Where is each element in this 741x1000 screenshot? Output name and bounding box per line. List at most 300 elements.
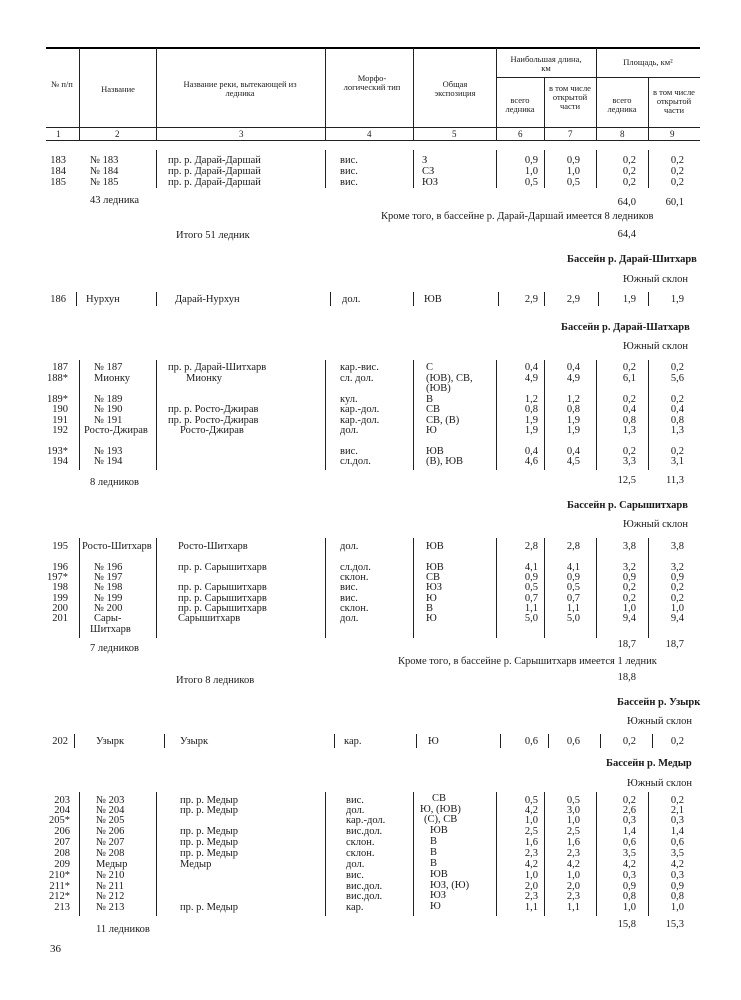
group-count: 43 ледника	[90, 195, 140, 206]
river-name: пр. р. Медыр	[180, 805, 238, 816]
exposure: С	[426, 362, 434, 373]
river-name: Росто-Джирав	[180, 425, 244, 436]
header-length: Наибольшая длина, км	[510, 54, 582, 73]
basin-title: Бассейн р. Узырк	[617, 697, 701, 708]
row-number: 185	[50, 177, 66, 188]
length-open: 2,3	[566, 891, 580, 902]
length-open: 1,0	[566, 166, 580, 177]
glacier-name: № 197	[94, 572, 123, 583]
length-open: 2,5	[566, 826, 580, 837]
sum-area-total: 15,8	[617, 919, 636, 930]
length-total: 0,7	[524, 593, 538, 604]
row-number: 183	[50, 155, 66, 166]
glacier-name: № 191	[94, 415, 123, 426]
glacier-name: № 204	[96, 805, 125, 816]
glacier-name: Сары-	[94, 613, 122, 624]
exposure: ЮЗ	[430, 890, 447, 901]
row-number: 207	[54, 837, 70, 848]
length-open: 0,9	[566, 155, 580, 166]
exposure: СВ	[426, 404, 441, 415]
row-number: 200	[52, 603, 68, 614]
area-total: 3,5	[622, 848, 636, 859]
exposure: ЮВ	[426, 562, 444, 573]
length-open: 0,5	[566, 177, 580, 188]
header-exposure: Общая экспозиция	[434, 79, 476, 98]
length-open: 0,9	[566, 572, 580, 583]
area-total: 9,4	[622, 613, 636, 624]
area-open: 3,2	[670, 562, 684, 573]
total-label: Итого 8 ледников	[176, 675, 255, 686]
river-name: Мионку	[186, 373, 223, 384]
area-open: 0,2	[670, 155, 684, 166]
river-name: Медыр	[180, 859, 212, 870]
length-open: 3,0	[566, 805, 580, 816]
area-total: 0,9	[622, 572, 636, 583]
area-total: 1,9	[622, 294, 636, 305]
row-number: 189*	[47, 394, 68, 405]
slope-label: Южный склон	[623, 274, 688, 285]
length-total: 2,3	[524, 891, 538, 902]
exposure: ЮВ	[426, 541, 444, 552]
length-total: 2,0	[524, 881, 538, 892]
glacier-name: № 184	[90, 166, 119, 177]
area-open: 3,8	[670, 541, 684, 552]
glacier-name: Узырк	[96, 736, 125, 747]
morph-type: вис.дол.	[346, 881, 383, 892]
area-total: 0,2	[622, 593, 636, 604]
col-number: 8	[620, 129, 625, 139]
row-number: 184	[50, 166, 66, 177]
morph-type: склон.	[346, 837, 375, 848]
row-number: 187	[52, 362, 68, 373]
basin-title: Бассейн р. Медыр	[606, 758, 692, 769]
morph-type: дол.	[340, 541, 359, 552]
area-total: 0,2	[622, 177, 636, 188]
header-length-total: всего ледника	[505, 95, 535, 114]
area-total: 1,4	[622, 826, 636, 837]
area-open: 0,2	[670, 795, 684, 806]
header-morph: Морфо- логический тип	[343, 73, 401, 92]
glacier-name: № 213	[96, 902, 125, 913]
header-num: № п/п	[51, 79, 73, 89]
row-number: 188*	[47, 373, 68, 384]
morph-type: вис.	[340, 446, 358, 457]
length-total: 4,9	[524, 373, 538, 384]
morph-type: кар.	[344, 736, 362, 747]
exposure: В	[426, 603, 434, 614]
sum-area-open: 18,7	[665, 639, 684, 650]
length-total: 4,6	[524, 456, 538, 467]
morph-type: склон.	[340, 603, 369, 614]
glacier-name: Медыр	[96, 859, 128, 870]
length-total: 2,5	[524, 826, 538, 837]
morph-type: сл.дол.	[340, 562, 371, 573]
glacier-name: № 203	[96, 795, 125, 806]
length-open: 1,0	[566, 870, 580, 881]
length-open: 0,6	[566, 736, 580, 747]
row-number: 191	[52, 415, 68, 426]
morph-type: сл. дол.	[340, 373, 374, 384]
morph-type: вис.	[340, 582, 358, 593]
col-number: 7	[568, 129, 573, 139]
area-open: 0,2	[670, 394, 684, 405]
length-total: 1,6	[524, 837, 538, 848]
river-name: пр. р. Росто-Джирав	[168, 415, 259, 426]
row-number: 199	[52, 593, 68, 604]
exposure: СВ	[432, 793, 447, 804]
morph-type: кар.-вис.	[340, 362, 379, 373]
glacier-name: № 208	[96, 848, 125, 859]
area-open: 0,2	[670, 593, 684, 604]
header-area-open: в том числе открытой части	[653, 87, 695, 115]
morph-type: вис.	[340, 155, 358, 166]
exposure: В	[430, 836, 438, 847]
length-open: 1,9	[566, 415, 580, 426]
morph-type: вис.	[340, 593, 358, 604]
exposure-continued: (ЮВ)	[426, 383, 451, 394]
area-total: 0,2	[622, 582, 636, 593]
glacier-name: № 193	[94, 446, 123, 457]
row-number: 192	[52, 425, 68, 436]
exposure: (В), ЮВ	[426, 456, 464, 467]
area-total: 0,6	[622, 837, 636, 848]
row-number: 208	[54, 848, 70, 859]
length-total: 1,0	[524, 870, 538, 881]
glacier-name: Мионку	[94, 373, 131, 384]
area-open: 5,6	[670, 373, 684, 384]
length-open: 4,2	[566, 859, 580, 870]
area-total: 0,3	[622, 870, 636, 881]
area-open: 9,4	[670, 613, 684, 624]
group-count: 8 ледников	[90, 477, 139, 488]
area-open: 3,1	[670, 456, 684, 467]
area-open: 0,9	[670, 572, 684, 583]
morph-type: вис.дол.	[346, 826, 383, 837]
sum-area-total: 12,5	[617, 475, 636, 486]
row-number: 194	[52, 456, 68, 467]
sum-area-open: 60,1	[665, 197, 684, 208]
area-total: 0,4	[622, 404, 636, 415]
morph-type: дол.	[340, 613, 359, 624]
river-name: пр. р. Сарышитхарв	[178, 603, 267, 614]
area-total: 6,1	[622, 373, 636, 384]
exposure: ЮЗ	[422, 177, 439, 188]
sum-area-open: 15,3	[665, 919, 684, 930]
sum-area-total: 18,7	[617, 639, 636, 650]
morph-type: вис.	[340, 177, 358, 188]
river-name: пр. р. Дарай-Даршай	[168, 177, 261, 188]
morph-type: кар.-дол.	[340, 404, 380, 415]
area-open: 0,2	[670, 362, 684, 373]
exposure: ЮВ	[426, 446, 444, 457]
morph-type: склон.	[340, 572, 369, 583]
length-open: 5,0	[566, 613, 580, 624]
row-number: 193*	[47, 446, 68, 457]
river-name: пр. р. Медыр	[180, 795, 238, 806]
glacier-name: № 187	[94, 362, 123, 373]
area-open: 3,5	[670, 848, 684, 859]
river-name: пр. р. Дарай-Даршай	[168, 166, 261, 177]
length-open: 2,9	[566, 294, 580, 305]
area-open: 0,2	[670, 177, 684, 188]
area-total: 3,3	[622, 456, 636, 467]
morph-type: вис.	[346, 870, 364, 881]
area-open: 0,9	[670, 881, 684, 892]
area-total: 0,8	[622, 891, 636, 902]
exposure: Ю	[430, 901, 441, 912]
length-total: 2,3	[524, 848, 538, 859]
area-open: 0,3	[670, 815, 684, 826]
morph-type: вис.	[340, 166, 358, 177]
area-total: 4,2	[622, 859, 636, 870]
length-total: 0,9	[524, 572, 538, 583]
glacier-name: № 196	[94, 562, 123, 573]
glacier-name: Росто-Джирав	[84, 425, 148, 436]
area-total: 2,6	[622, 805, 636, 816]
length-open: 2,3	[566, 848, 580, 859]
morph-type: дол.	[346, 805, 365, 816]
exposure: Ю	[428, 736, 439, 747]
basin-title: Бассейн р. Сарышитхарв	[567, 500, 688, 511]
row-number: 186	[50, 294, 66, 305]
glacier-name: № 198	[94, 582, 123, 593]
morph-type: кар.-дол.	[340, 415, 380, 426]
morph-type: дол.	[340, 425, 359, 436]
header-river: Название реки, вытекающей из ледника	[183, 79, 297, 98]
area-open: 0,2	[670, 582, 684, 593]
exposure: СВ, (В)	[426, 415, 460, 426]
area-open: 1,0	[670, 902, 684, 913]
row-number: 202	[52, 736, 68, 747]
area-total: 0,2	[622, 795, 636, 806]
header-area: Площадь, км²	[623, 57, 673, 67]
area-open: 0,8	[670, 891, 684, 902]
glacier-name: № 194	[94, 456, 123, 467]
river-name: пр. р. Сарышитхарв	[178, 562, 267, 573]
row-number: 205*	[49, 815, 70, 826]
glacier-name: № 189	[94, 394, 123, 405]
area-open: 0,8	[670, 415, 684, 426]
length-total: 5,0	[524, 613, 538, 624]
col-number: 3	[239, 129, 244, 139]
glacier-name: № 190	[94, 404, 123, 415]
length-open: 0,4	[566, 362, 580, 373]
length-open: 1,1	[566, 603, 580, 614]
row-number: 195	[52, 541, 68, 552]
area-total: 0,2	[622, 736, 636, 747]
length-open: 2,8	[566, 541, 580, 552]
length-open: 1,2	[566, 394, 580, 405]
col-number: 4	[367, 129, 372, 139]
glacier-name: № 206	[96, 826, 125, 837]
row-number: 190	[52, 404, 68, 415]
length-total: 0,5	[524, 795, 538, 806]
page-number: 36	[50, 943, 61, 955]
header-area-total: всего ледника	[607, 95, 637, 114]
length-total: 1,9	[524, 415, 538, 426]
river-name: пр. р. Медыр	[180, 848, 238, 859]
glacier-name: № 211	[96, 881, 125, 892]
river-name: пр. р. Медыр	[180, 837, 238, 848]
area-open: 1,0	[670, 603, 684, 614]
morph-type: кул.	[340, 394, 358, 405]
river-name: Узырк	[180, 736, 209, 747]
note-additional: Кроме того, в бассейне р. Дарай-Даршай имеется 8 ледников	[381, 211, 654, 222]
length-open: 0,5	[566, 795, 580, 806]
length-total: 1,2	[524, 394, 538, 405]
river-name: пр. р. Сарышитхарв	[178, 593, 267, 604]
exposure: В	[430, 847, 438, 858]
area-total: 3,8	[622, 541, 636, 552]
slope-label: Южный склон	[623, 341, 688, 352]
length-open: 4,1	[566, 562, 580, 573]
length-total: 0,6	[524, 736, 538, 747]
slope-label: Южный склон	[623, 519, 688, 530]
river-name: пр. р. Медыр	[180, 902, 238, 913]
exposure: В	[430, 858, 438, 869]
morph-type: склон.	[346, 848, 375, 859]
exposure: ЮЗ, (Ю)	[430, 880, 470, 891]
length-total: 0,5	[524, 582, 538, 593]
area-open: 1,4	[670, 826, 684, 837]
basin-title: Бассейн р. Дарай-Шатхарв	[561, 322, 690, 333]
length-open: 4,5	[566, 456, 580, 467]
area-total: 0,2	[622, 394, 636, 405]
area-open: 0,2	[670, 446, 684, 457]
river-name: Сарышитхарв	[178, 613, 241, 624]
length-total: 4,2	[524, 859, 538, 870]
header-length-open: в том числе открытой части	[549, 83, 591, 111]
area-total: 0,2	[622, 166, 636, 177]
area-total: 0,2	[622, 446, 636, 457]
col-number: 6	[518, 129, 523, 139]
exposure: Ю	[426, 613, 437, 624]
length-open: 1,9	[566, 425, 580, 436]
glacier-name-continued: Шитхарв	[90, 624, 131, 635]
river-name: Росто-Шитхарв	[178, 541, 248, 552]
exposure: В	[426, 394, 434, 405]
area-total: 0,3	[622, 815, 636, 826]
river-name: Дарай-Нурхун	[175, 294, 240, 305]
glacier-name: № 210	[96, 870, 125, 881]
area-open: 4,2	[670, 859, 684, 870]
area-open: 0,4	[670, 404, 684, 415]
length-total: 4,2	[524, 805, 538, 816]
morph-type: сл.дол.	[340, 456, 371, 467]
row-number: 203	[54, 795, 70, 806]
length-total: 2,9	[524, 294, 538, 305]
exposure: (С), СВ	[424, 814, 458, 825]
length-total: 1,9	[524, 425, 538, 436]
area-open: 1,3	[670, 425, 684, 436]
length-open: 0,5	[566, 582, 580, 593]
length-total: 4,1	[524, 562, 538, 573]
length-total: 0,4	[524, 362, 538, 373]
row-number: 196	[52, 562, 68, 573]
length-open: 0,7	[566, 593, 580, 604]
morph-type: вис.	[346, 795, 364, 806]
exposure: ЮВ	[430, 825, 448, 836]
total-label: Итого 51 ледник	[176, 230, 250, 241]
glacier-name: № 207	[96, 837, 125, 848]
length-open: 2,0	[566, 881, 580, 892]
length-total: 1,1	[524, 603, 538, 614]
total-area: 64,4	[617, 229, 636, 240]
area-open: 1,9	[670, 294, 684, 305]
length-open: 4,9	[566, 373, 580, 384]
row-number: 197*	[47, 572, 68, 583]
row-number: 211*	[49, 881, 70, 892]
row-number: 206	[54, 826, 70, 837]
area-open: 0,3	[670, 870, 684, 881]
area-total: 0,2	[622, 362, 636, 373]
glacier-name: Росто-Шитхарв	[82, 541, 152, 552]
glacier-name: № 212	[96, 891, 125, 902]
morph-type: кар.-дол.	[346, 815, 386, 826]
length-total: 0,8	[524, 404, 538, 415]
glacier-name: № 199	[94, 593, 123, 604]
exposure: Ю, (ЮВ)	[420, 804, 461, 815]
morph-type: дол.	[346, 859, 365, 870]
glacier-name: Нурхун	[86, 294, 120, 305]
row-number: 209	[54, 859, 70, 870]
length-total: 1,0	[524, 166, 538, 177]
length-open: 1,6	[566, 837, 580, 848]
area-open: 2,1	[670, 805, 684, 816]
slope-label: Южный склон	[627, 716, 692, 727]
exposure: ЮЗ	[426, 582, 443, 593]
length-open: 0,8	[566, 404, 580, 415]
area-total: 0,8	[622, 415, 636, 426]
col-number: 9	[670, 129, 675, 139]
row-number: 198	[52, 582, 68, 593]
river-name: пр. р. Медыр	[180, 826, 238, 837]
morph-type: вис.дол.	[346, 891, 383, 902]
area-open: 0,6	[670, 837, 684, 848]
length-open: 0,4	[566, 446, 580, 457]
area-total: 3,2	[622, 562, 636, 573]
morph-type: кар.	[346, 902, 364, 913]
row-number: 210*	[49, 870, 70, 881]
glacier-name: № 185	[90, 177, 119, 188]
length-open: 1,1	[566, 902, 580, 913]
glacier-name: № 183	[90, 155, 119, 166]
row-number: 212*	[49, 891, 70, 902]
exposure: ЮВ	[430, 869, 448, 880]
sum-area-total: 64,0	[617, 197, 636, 208]
exposure: Ю	[426, 593, 437, 604]
river-name: пр. р. Дарай-Даршай	[168, 155, 261, 166]
length-total: 1,1	[524, 902, 538, 913]
area-total: 1,3	[622, 425, 636, 436]
area-total: 1,0	[622, 603, 636, 614]
river-name: пр. р. Росто-Джирав	[168, 404, 259, 415]
exposure: Ю	[426, 425, 437, 436]
note-additional: Кроме того, в бассейне р. Сарышитхарв имеется 1 ледник	[398, 656, 657, 667]
length-total: 0,5	[524, 177, 538, 188]
col-number: 5	[452, 129, 457, 139]
length-total: 2,8	[524, 541, 538, 552]
group-count: 11 ледников	[96, 924, 150, 935]
length-open: 1,0	[566, 815, 580, 826]
col-number: 1	[56, 129, 61, 139]
header-name: Название	[101, 84, 135, 94]
sum-area-open: 11,3	[666, 475, 684, 486]
area-total: 0,9	[622, 881, 636, 892]
area-total: 0,2	[622, 155, 636, 166]
glacier-name: № 200	[94, 603, 123, 614]
exposure: (ЮВ), СВ,	[426, 373, 473, 384]
